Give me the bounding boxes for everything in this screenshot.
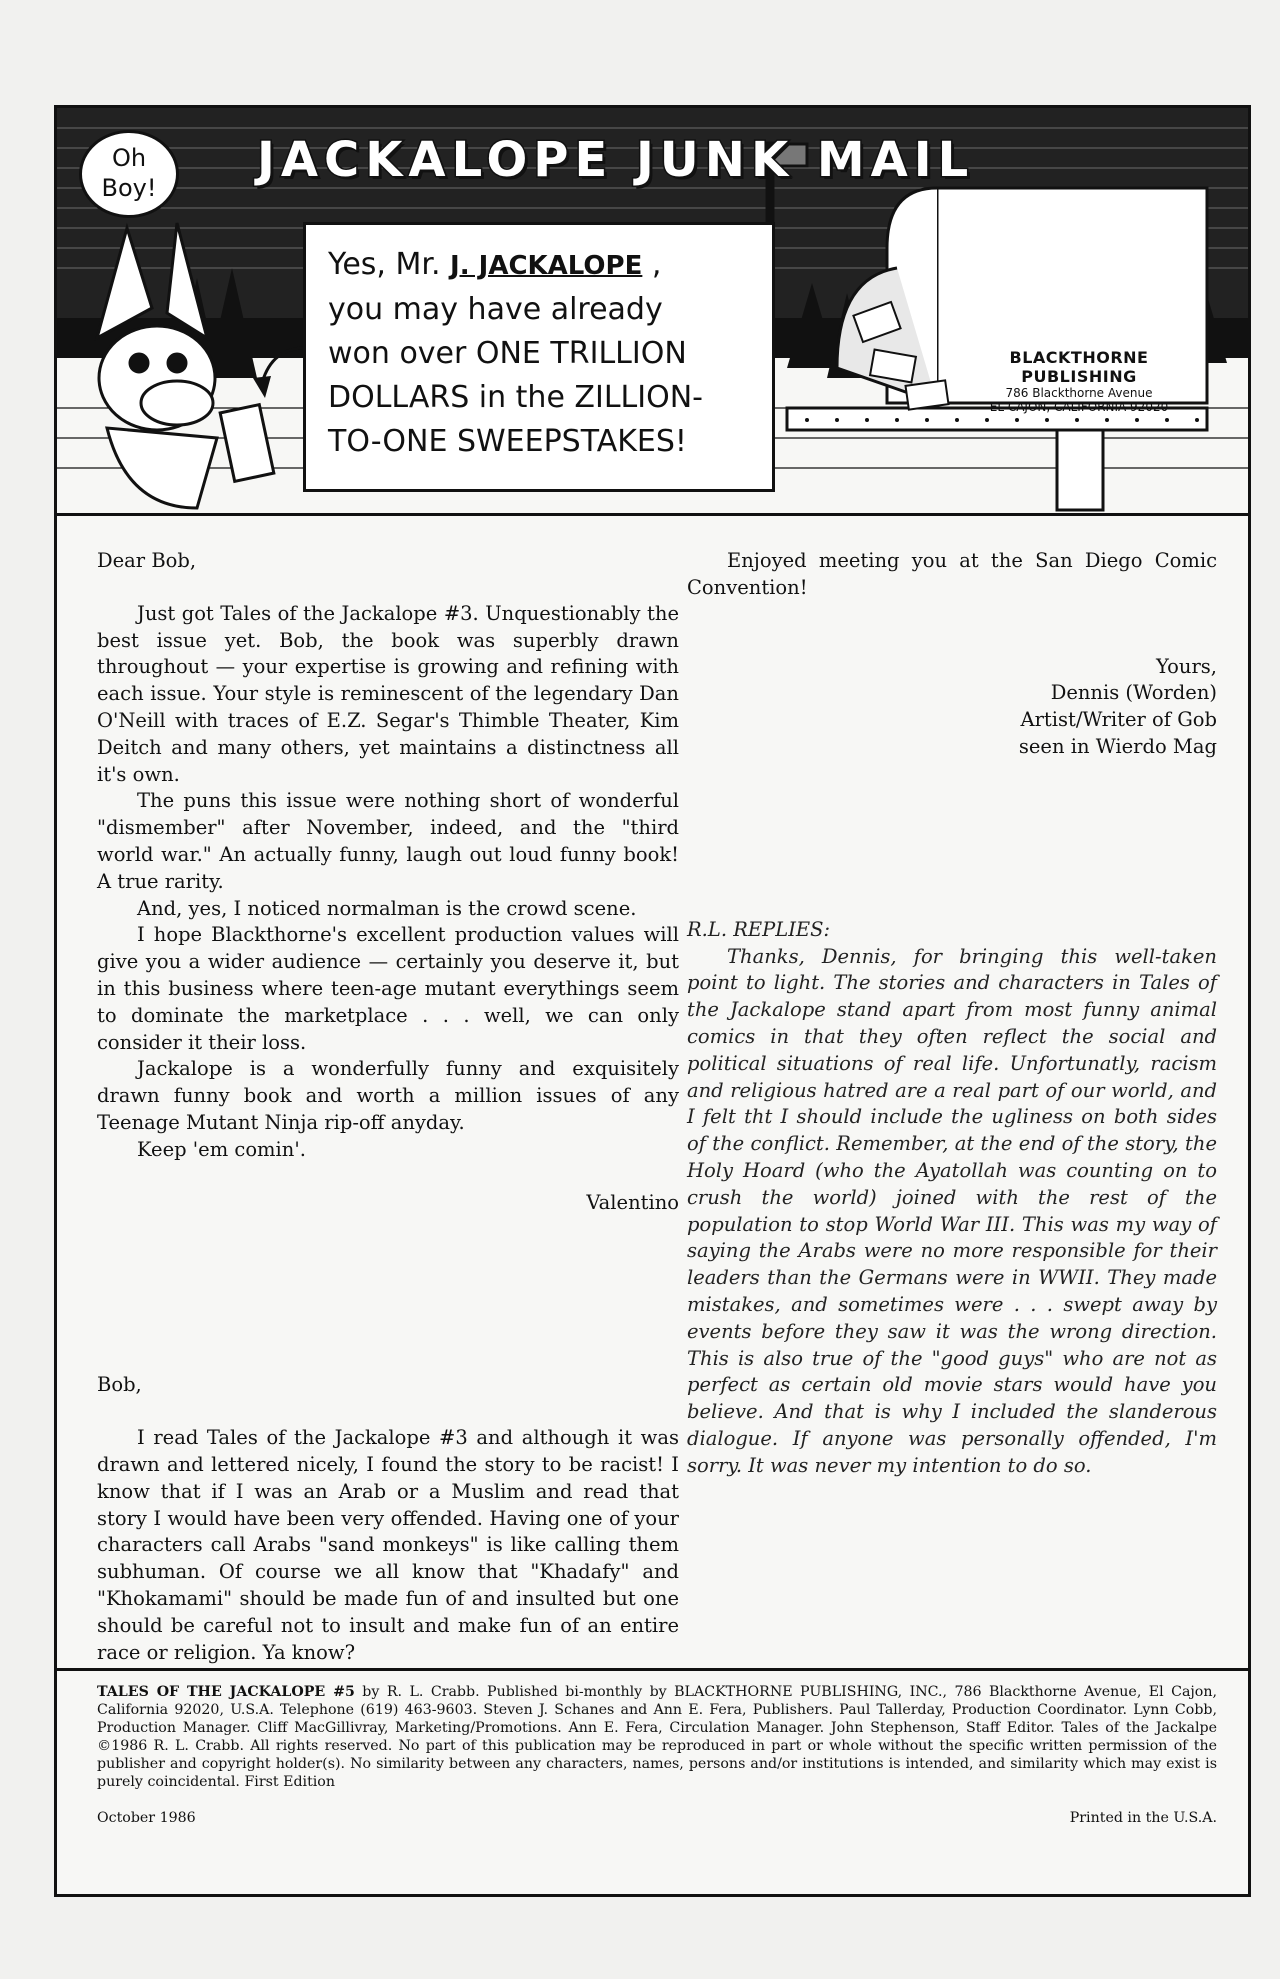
indicia-text [97,1683,1217,1791]
sweeps-line-4: DOLLARS in the ZILLION- [328,380,703,415]
indicia-body: by R. L. Crabb. Published bi-monthly by BLACKTHORNE PUBLISHING, INC., 786 Blackthorne Avenue, El Cajon, California 92020, U.S.A. Telephone (619) 463-9603. Steven J. Schanes and Ann E. Fera, Publishers. Paul Tallerday, Production Coordinator. Lynn Cobb, Production Manager. Cliff MacGillivray, Marketing/Promotions. Ann E. Fera, Circulation Manager. John Stephenson, Staff Editor. Tales of the Jackalpe ©1986 R. L. Crabb. All rights reserved. No part of this publication may be reproduced in part or whole without the specific written permission of the publisher and copyright holder(s). No similarity between any characters, names, persons and/or institutions is intended, and similarity which may exist is purely coincidental. First Edition [97,1684,1217,1790]
indicia-title: TALES OF THE JACKALOPE #5 [97,1684,355,1700]
letter1-paragraph: Jackalope is a wonderfully funny and exquisitely drawn funny book and worth a million issues of any Teenage Mutant Ninja rip-off anyday. [97,1057,679,1134]
sweeps-line-5: TO-ONE SWEEPSTAKES! [328,424,687,459]
letter1-signature: Valentino [586,1190,679,1214]
letter2-signature-publication: seen in Wierdo Mag [1018,734,1217,758]
sweeps-line-2: you may have already [328,292,663,327]
mailbox-label [969,348,1189,414]
letter1-paragraph: I hope Blackthorne's excellent production values will give you a wider audience — certainly you deserve it, but in this business where teen-age mutant everythings seem to dominate the marketplace . . . well, we can only consider it their loss. [97,923,679,1054]
letter1-salutation: Dear Bob, [97,549,197,572]
right-column [687,548,1217,1480]
letter2-signature-title: Artist/Writer of Gob [1020,708,1217,732]
reply-heading: R.L. REPLIES: [687,917,831,941]
letter2-paragraph: Enjoyed meeting you at the San Diego Comic Convention! [687,549,1217,599]
letter1-paragraph: The puns this issue were nothing short of wonderful "dismember" after November, indeed, and the "third world war." An actually funny, laugh out loud funny book! A true rarity. [97,789,679,893]
sweeps-line-3: won over ONE TRILLION [328,336,687,371]
sweepstakes-box [303,222,775,492]
letter2-signature: Dennis (Worden) [1050,681,1217,705]
letter2-closing: Yours, [1155,654,1217,678]
banner-title: JACKALOPE JUNK MAIL [257,132,975,188]
sweeps-prefix: Yes, Mr. [328,247,441,282]
letter1-paragraph: Keep 'em comin'. [137,1137,306,1161]
publication-footer [57,1668,1248,1894]
sweeps-line-1 [328,243,754,288]
mailbox-publisher: BLACKTHORNE PUBLISHING [1009,348,1149,386]
letter1-paragraph: And, yes, I noticed normalman is the crowd scene. [137,896,637,920]
banner-illustration [57,108,1248,516]
mailbox-street: 786 Blackthorne Avenue [1005,386,1153,400]
letter1-paragraph: Just got Tales of the Jackalope #3. Unquestionably the best issue yet. Bob, the book was superbly drawn throughout — your expertise is growing and refining with each issue. Your style is reminescent of the legendary Dan O'Neill with traces of E.Z. Segar's Thimble Theater, Kim Deitch and many others, yet maintains a distinctness all it's own. [97,601,679,786]
sweeps-suffix: , [651,247,662,282]
letter2-salutation: Bob, [97,1373,142,1397]
edition-date: October 1986 [97,1810,196,1826]
reply-body: Thanks, Dennis, for bringing this well-taken point to light. The stories and characters in Tales of the Jackalope stand apart from most funny animal comics in that they often reflect the social and political situations of real life. Unfortunatly, racism and religious hatred are a real part of our world, and I felt tht I should include the ugliness on both sides of the conflict. Remember, at the end of the story, the Holy Hoard (who the Ayatollah was counting on to crush the world) joined with the rest of the population to stop World War III. This was my way of saying the Arabs were no more responsible for their leaders than the Germans were in WWII. They made mistakes, and sometimes were . . . swept away by events before they saw it was the wrong direction. This is also true of the "good guys" who are not as perfect as certain old movie stars would have you believe. And that is why I included the slanderous dialogue. If anyone was personally offended, I'm sorry. It was never my intention to do so. [687,944,1217,1477]
page-frame [54,105,1251,1897]
left-column [97,548,679,1664]
sweeps-name: J. JACKALOPE [450,251,643,281]
speech-bubble [79,130,179,218]
printed-in: Printed in the U.S.A. [1069,1810,1217,1826]
speech-text: Oh Boy! [101,144,157,202]
mailbox-city: EL CAJON, CALIFORNIA 92020 [989,400,1169,414]
letter2-paragraph: I read Tales of the Jackalope #3 and although it was drawn and lettered nicely, I found the story to be racist! I know that if I was an Arab or a Muslim and read that story I would have been very offended. Having one of your characters call Arabs "sand monkeys" is like calling them subhuman. Of course we all know that "Khadafy" and "Khokamami" should be made fun of and insulted but one should be careful not to insult and make fun of an entire race or religion. Ya know? [97,1426,679,1664]
indicia-bottom [97,1809,1217,1827]
